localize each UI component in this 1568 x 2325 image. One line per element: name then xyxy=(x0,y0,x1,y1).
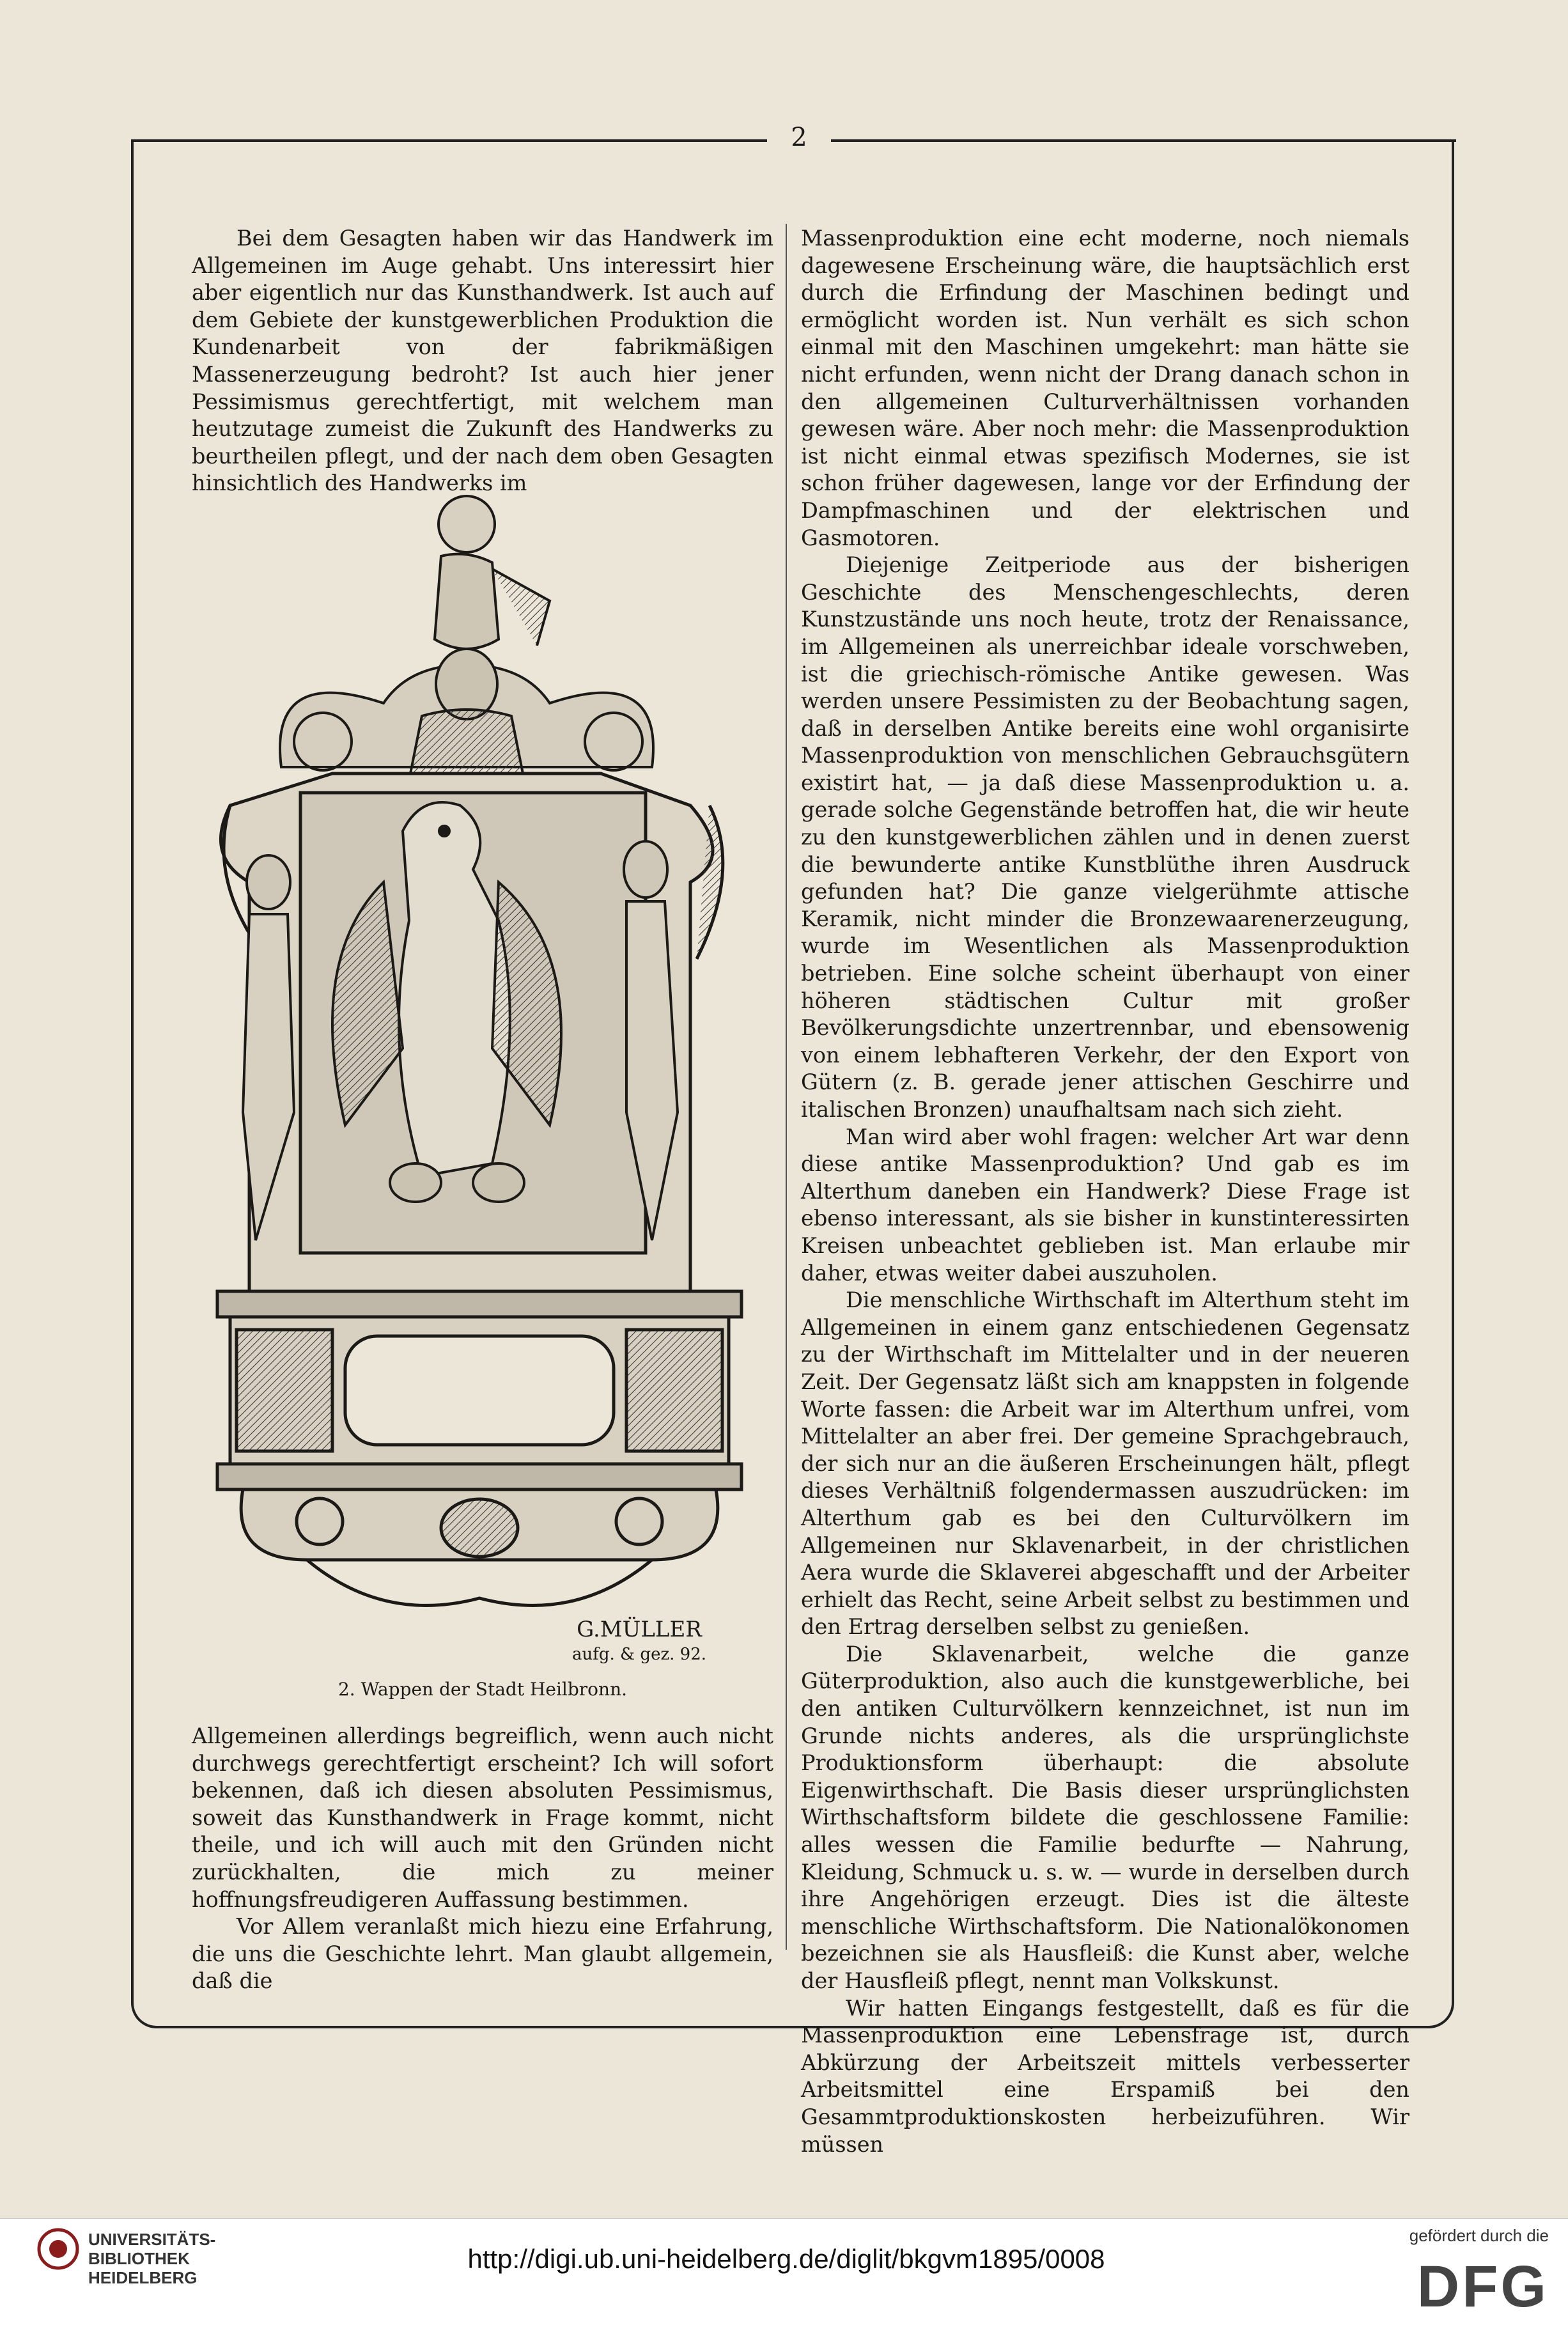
cherub-figure xyxy=(435,496,550,649)
paragraph: Diejenige Zeitperiode aus der bisherigen Geschichte des Menschengeschlechts, deren Kunstzustände uns noch heute, trotz der Renaissance, im Allgemeinen als unerreichbar ideale vorschweben, ist die griechisch-römische Antike gewesen. Was werden unsere Pessimisten zu der Beobachtung sagen, daß in derselben Antike bereits eine wohl organisirte Massenproduktion von menschlichen Gebrauchsgütern existirt hat, — ja daß diese Massenproduktion u. a. gerade solche Gegenstände betroffen hat, die wir heute zu den kunstgewerblichen zählen und in denen zuerst die bewunderte antike Kunstblüthe ihren Ausdruck gefunden hat? Die ganze vielgerühmte attische Keramik, nicht minder die Bronzewaarenerzeugung, wurde im Wesentlichen als Massenproduktion betrieben. Eine solche scheint überhaupt von einer höheren städtischen Cultur mit großer Bevölkerungsdichte unzertrennbar, und ebensowenig von einem lebhafteren Verkehr, der den Export von Gütern (z. B. gerade jener attischen Geschirre und italischen Bronzen) unaufhaltsam nach sich zieht. xyxy=(801,552,1409,1122)
dfg-logo: DFG xyxy=(1417,2254,1549,2319)
figure-caption: 2. Wappen der Stadt Heilbronn. xyxy=(338,1679,628,1700)
artist-signature: G.MÜLLER xyxy=(577,1617,702,1642)
base-panel xyxy=(217,1291,741,1605)
paragraph: Man wird aber wohl fragen: welcher Art war denn diese antike Massenproduktion? Und gab es im Alterthum daneben ein Handwerk? Diese Frage ist ebenso interessant, als sie bisher in kunstinteressirten Kreisen unbeachtet geblieben ist. Man erlaube mir daher, etwas weiter dabei auszuholen. xyxy=(801,1124,1409,1286)
page-number: 2 xyxy=(767,123,831,152)
paragraph: Allgemeinen allerdings begreiflich, wenn auch nicht durchwegs gerechtfertigt erscheint? Ich will sofort bekennen, daß ich diesen absoluten Pessimismus, soweit das Kunsthandwerk in Frage kommt, nicht theile, und ich will auch mit den Gründen nicht zurückhalten, die mich zu meiner hoffnungsfreudigeren Auffassung bestimmen. xyxy=(192,1723,773,1912)
source-url[interactable]: http://digi.ub.uni-heidelberg.de/diglit/bkgvm1895/0008 xyxy=(467,2244,1105,2274)
paragraph: Massenproduktion eine echt moderne, noch niemals dagewesene Erscheinung wäre, die hauptsächlich erst durch die Erfindung der Maschinen bedingt und ermöglicht worden ist. Nun verhält es sich schon einmal mit den Maschinen umgekehrt: man hätte sie nicht erfunden, wenn nicht der Drang danach schon in den allgemeinen Culturverhältnissen vorhanden gewesen wäre. Aber noch mehr: die Massenproduktion ist nicht einmal etwas spezifisch Modernes, sie ist schon früher dagewesen, lange vor der Erfindung der Dampfmaschinen und der elektrischen und Gasmotoren. xyxy=(801,226,1409,550)
left-column-top xyxy=(192,225,773,497)
university-seal-icon xyxy=(37,2228,79,2270)
left-column-bottom xyxy=(192,1723,773,1995)
institution-name: UNIVERSITÄTS- BIBLIOTHEK HEIDELBERG xyxy=(88,2230,216,2287)
paragraph: Die menschliche Wirthschaft im Alterthum steht im Allgemeinen in einem ganz entschiedenen Gegensatz zu der Wirthschaft im Mittelalter und in der neueren Zeit. Der Gegensatz läßt sich am knappsten in folgende Worte fassen: die Arbeit war im Alterthum unfrei, vom Mittelalter an aber frei. Der gemeine Sprachgebrauch, der sich nur an die äußeren Erscheinungen hält, pflegt dieses Verhältniß folgendermassen auszudrücken: im Alterthum gab es bei den Culturvölkern im Allgemeinen nur Sklavenarbeit, in der christlichen Aera wurde die Sklaverei abgeschafft und der Arbeiter erhielt das Recht, seine Arbeit selbst zu bestimmen und den Ertrag derselben selbst zu genießen. xyxy=(801,1287,1409,1640)
artist-signature-note: aufg. & gez. 92. xyxy=(571,1645,707,1664)
paragraph: Vor Allem veranlaßt mich hiezu eine Erfahrung, die uns die Geschichte lehrt. Man glaubt allgemein, daß die xyxy=(192,1914,773,1994)
funding-note: gefördert durch die xyxy=(1409,2226,1549,2245)
paragraph: Bei dem Gesagten haben wir das Handwerk im Allgemeinen im Auge gehabt. Uns interessirt hier aber eigentlich nur das Kunsthandwerk. Ist auch auf dem Gebiete der kunstgewerblichen Produktion die Kundenarbeit von der fabrikmäßigen Massenerzeugung bedroht? Ist auch hier jener Pessimismus gerechtfertigt, mit welchem man heutzutage zumeist die Zukunft des Handwerks zu beurtheilen pflegt, und der nach dem oben Gesagten hinsichtlich des Handwerks im xyxy=(192,226,773,496)
crest-scroll xyxy=(280,649,653,789)
column-divider xyxy=(786,224,787,1950)
right-column xyxy=(801,225,1409,2158)
coat-of-arms-illustration xyxy=(192,473,773,1688)
paragraph: Die Sklavenarbeit, welche die ganze Güterproduktion, also auch die kunstgewerbliche, bei den antiken Culturvölkern kennzeichnet, ist nun im Grunde nichts anderes, als die ursprünglichste Produktionsform überhaupt: die absolute Eigenwirthschaft. Die Basis dieser ursprünglichsten Wirthschaftsform bildete die geschlossene Familie: alles wessen die Familie bedurfte — Nahrung, Kleidung, Schmuck u. s. w. — wurde in derselben durch ihre Angehörigen erzeugt. Dies ist die älteste menschliche Wirthschaftsform. Die Nationalökonomen bezeichnen sie als Hausfleiß: die Kunst aber, welche der Hausfleiß pflegt, nennt man Volkskunst. xyxy=(801,1641,1409,1993)
paragraph: Wir hatten Eingangs festgestellt, daß es für die Massenproduktion eine Lebensfrage ist, durch Abkürzung der Arbeitszeit mittels verbesserter Arbeitsmittel eine Erspamiß bei den Gesammtproduktionskosten herbeizuführen. Wir müssen xyxy=(801,1995,1409,2157)
